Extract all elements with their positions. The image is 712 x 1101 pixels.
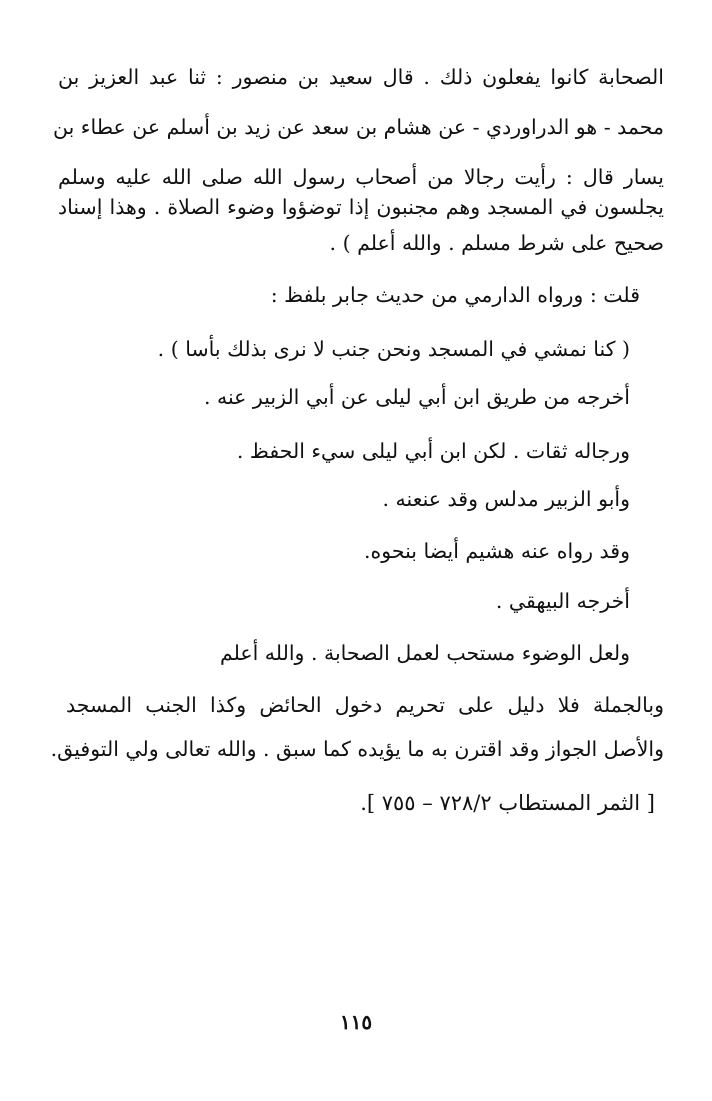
note-line: ورجاله ثقات . لكن ابن أبي ليلى سيء الحفظ .: [236, 439, 630, 463]
note-line: أخرجه البيهقي .: [495, 589, 630, 613]
text-line: محمد - هو الدراوردي - عن هشام بن سعد عن زيد بن أسلم عن عطاء بن: [52, 115, 664, 139]
note-line: وأبو الزبير مدلس وقد عنعنه .: [382, 487, 630, 511]
page-number: ١١٥: [339, 1010, 373, 1034]
text-line: الصحابة كانوا يفعلون ذلك . قال سعيد بن منصور : ثنا عبد العزيز بن: [58, 65, 664, 89]
note-line: ولعل الوضوء مستحب لعمل الصحابة . والله أعلم: [219, 641, 630, 665]
hadith-quote: ( كنا نمشي في المسجد ونحن جنب لا نرى بذلك بأسا ) .: [157, 337, 630, 361]
source-reference: [ الثمر المستطاب ٧٢٨/٢ – ٧٥٥ ].: [360, 791, 655, 815]
text-line: صحيح على شرط مسلم . والله أعلم ) .: [329, 231, 664, 255]
text-line: يسار قال : رأيت رجالا من أصحاب رسول الله صلى الله عليه وسلم: [58, 165, 664, 189]
note-line: وقد رواه عنه هشيم أيضا بنحوه.: [363, 539, 630, 563]
note-line: قلت : ورواه الدارمي من حديث جابر بلفظ :: [270, 283, 640, 307]
text-line: وبالجملة فلا دليل على تحريم دخول الحائض وكذا الجنب المسجد: [66, 693, 664, 717]
note-line: أخرجه من طريق ابن أبي ليلى عن أبي الزبير عنه .: [203, 385, 630, 409]
text-line: والأصل الجواز وقد اقترن به ما يؤيده كما سبق . والله تعالى ولي التوفيق.: [50, 737, 664, 761]
text-line: يجلسون في المسجد وهم مجنبون إذا توضؤوا وضوء الصلاة . وهذا إسناد: [58, 195, 664, 219]
